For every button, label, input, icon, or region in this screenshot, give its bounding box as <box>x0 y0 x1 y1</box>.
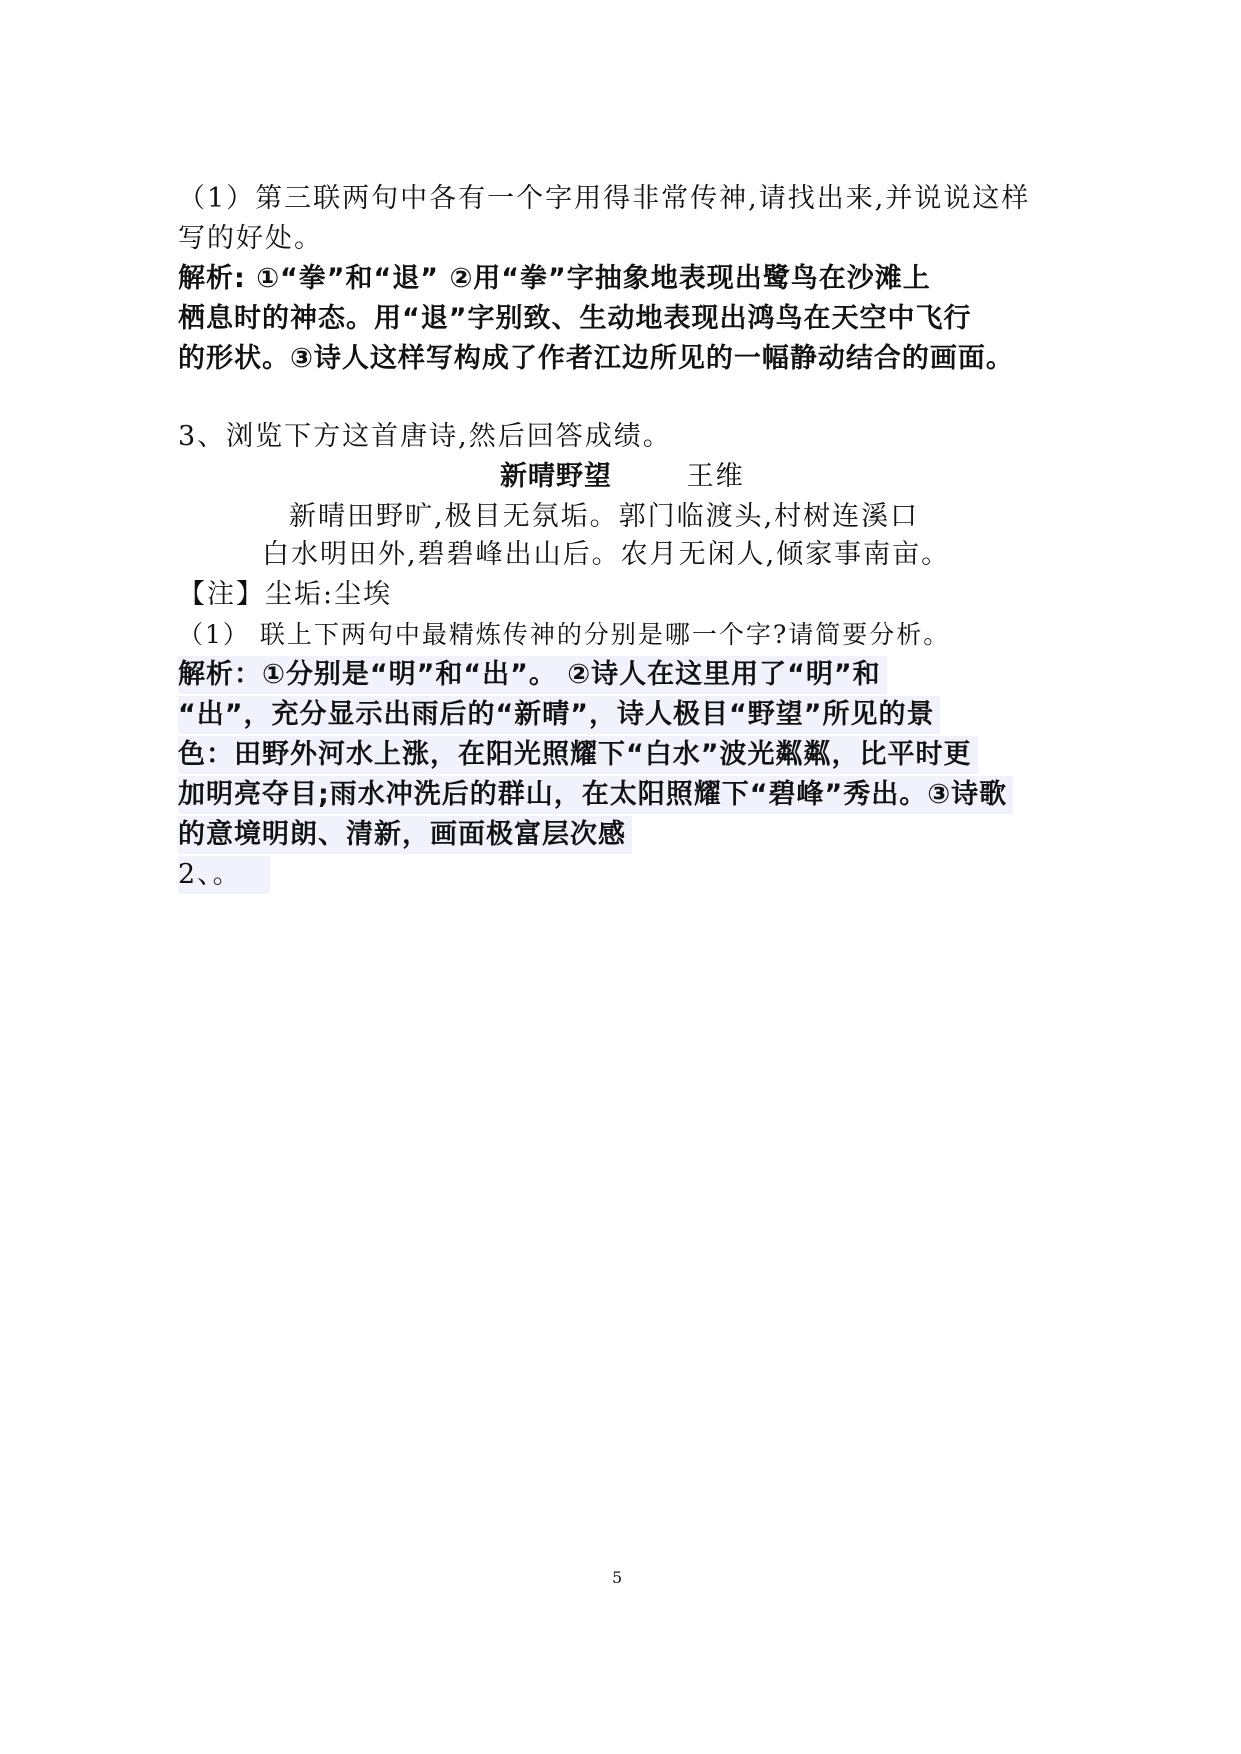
answer-3-line-2: “出”，充分显示出雨后的“新晴”，诗人极目“野望”所见的景 <box>178 696 940 734</box>
poem-verse-1: 新晴田野旷,极目无氛垢。郭门临渡头,村树连溪口 <box>289 501 920 532</box>
question-1-line-2: 写的好处。 <box>178 223 323 254</box>
poem-author: 王维 <box>686 461 745 492</box>
question-3-sub-1: （1） 联上下两句中最精炼传神的分别是哪一个字?请简要分析。 <box>178 620 951 649</box>
poem-note: 【注】尘垢:尘埃 <box>178 579 393 610</box>
answer-1-line-1: 解析: ①“拳”和“退” ②用“拳”字抽象地表现出鹭鸟在沙滩上 <box>178 263 931 294</box>
poem-verse-2: 白水明田外,碧碧峰出山后。农月无闲人,倾家事南亩。 <box>262 539 951 570</box>
poem-title: 新晴野望 <box>500 461 612 492</box>
answer-3-line-6: 2、。 <box>178 856 270 894</box>
answer-1-line-3: 的形状。③诗人这样写构成了作者江边所见的一幅静动结合的画面。 <box>178 343 1014 374</box>
answer-1-line-2: 栖息时的神态。用“退”字别致、生动地表现出鸿鸟在天空中飞行 <box>178 303 972 334</box>
answer-3-line-1: 解析：①分别是“明”和“出”。 ②诗人在这里用了“明”和 <box>178 656 887 694</box>
question-1-line-1: （1）第三联两句中各有一个字用得非常传神,请找出来,并说说这样 <box>178 183 1031 214</box>
poem-heading <box>500 458 745 496</box>
answer-3-line-4: 加明亮夺目;雨水冲洗后的群山，在太阳照耀下“碧峰”秀出。③诗歌 <box>178 776 1013 814</box>
question-3-prompt: 3、浏览下方这首唐诗,然后回答成绩。 <box>178 421 672 452</box>
answer-3-line-5: 的意境明朗、清新，画面极富层次感 <box>178 816 632 854</box>
page-number: 5 <box>612 1568 623 1587</box>
answer-3-line-3: 色：田野外河水上涨，在阳光照耀下“白水”波光粼粼，比平时更 <box>178 736 978 774</box>
